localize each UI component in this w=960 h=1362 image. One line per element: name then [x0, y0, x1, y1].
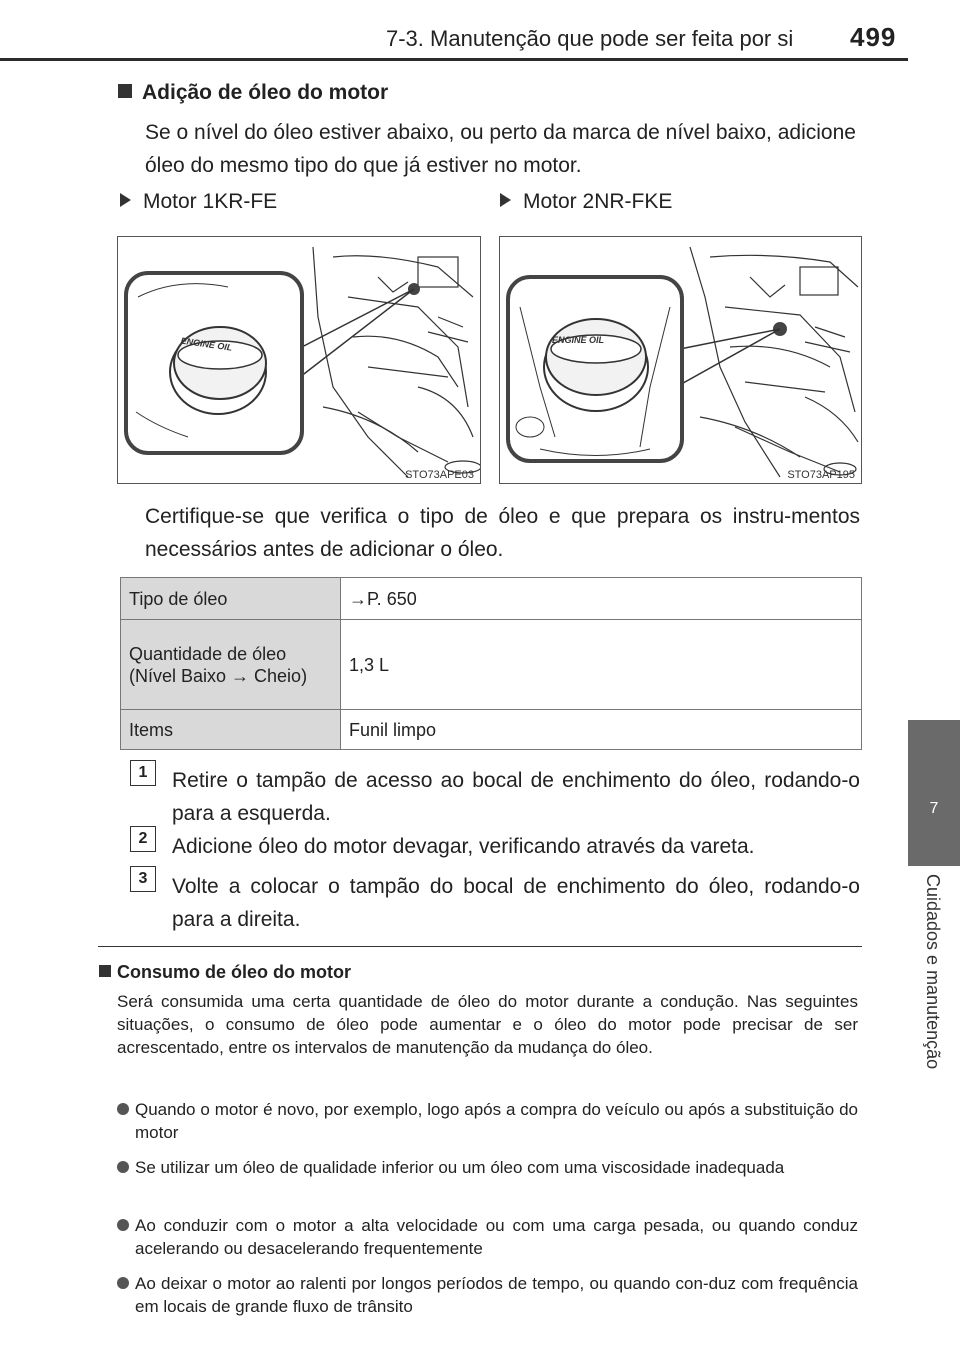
chapter-title: Cuidados e manutenção — [923, 874, 943, 1070]
table-value: →P. 650 — [341, 578, 862, 620]
table-value: 1,3 L — [341, 620, 862, 710]
chapter-tab — [908, 720, 960, 866]
figure-engine-1kr — [117, 236, 481, 484]
step-text: Volte a colocar o tampão do bocal de enchimento do óleo, rodando-o para a direita. — [172, 875, 860, 931]
page-header — [0, 0, 960, 62]
circle-bullet-icon — [117, 1103, 129, 1115]
table-key: Tipo de óleo — [121, 578, 341, 620]
triangle-bullet-icon — [120, 193, 131, 207]
triangle-bullet-icon — [500, 193, 511, 207]
figure-label-2 — [500, 190, 672, 214]
note-title-text: Consumo de óleo do motor — [117, 962, 351, 982]
list-item-text: Se utilizar um óleo de qualidade inferior ou um óleo com uma viscosidade inadequada — [135, 1158, 785, 1177]
step-text: Adicione óleo do motor devagar, verificando através da vareta. — [172, 835, 755, 858]
list-item-text: Ao deixar o motor ao ralenti por longos períodos de tempo, ou quando con-duz com frequência em locais de grande fluxo de trânsito — [135, 1274, 858, 1316]
engine-bay-illustration-1 — [118, 237, 481, 484]
list-item-text: Ao conduzir com o motor a alta velocidade ou com uma carga pesada, ou quando conduz acelerando ou desacelerando frequentemente — [135, 1216, 858, 1258]
running-header-title: 7-3. Manutenção que pode ser feita por si — [386, 26, 794, 51]
step-text: Retire o tampão de acesso ao bocal de enchimento do óleo, rodando-o para a esquerda. — [172, 769, 860, 825]
section-divider — [98, 946, 862, 947]
note-body: Será consumida uma certa quantidade de óleo do motor durante a condução. Nas seguintes situações, o consumo de óleo pode aumentar e o óleo do motor pode precisar de ser acrescentado, entre os intervalos de manutenção da mudança do óleo. — [117, 992, 858, 1057]
header-rule — [0, 58, 908, 61]
page-number: 499 — [850, 22, 897, 52]
cap-label-1: ENGINE OIL — [180, 335, 233, 353]
table-row — [121, 578, 862, 620]
table-key: Quantidade de óleo (Nível Baixo → Cheio) — [121, 620, 341, 710]
figure-label-2-text: Motor 2NR-FKE — [523, 190, 673, 213]
step-number: 2 — [130, 826, 156, 852]
step-number: 1 — [130, 760, 156, 786]
circle-bullet-icon — [117, 1161, 129, 1173]
figure-engine-2nr — [499, 236, 862, 484]
oil-spec-table — [120, 577, 862, 750]
step-number: 3 — [130, 866, 156, 892]
list-item-text: Quando o motor é novo, por exemplo, logo após a compra do veículo ou após a substituição do motor — [135, 1100, 858, 1142]
section-intro: Se o nível do óleo estiver abaixo, ou perto da marca de nível baixo, adicione óleo do mesmo tipo do que já estiver no motor. — [145, 121, 856, 177]
table-row — [121, 710, 862, 750]
engine-bay-illustration-2 — [500, 237, 862, 484]
chapter-number: 7 — [929, 800, 939, 817]
table-key: Items — [121, 710, 341, 750]
cap-label-2: ENGINE OIL — [552, 335, 605, 345]
table-row — [121, 620, 862, 710]
table-value: Funil limpo — [341, 710, 862, 750]
circle-bullet-icon — [117, 1219, 129, 1231]
circle-bullet-icon — [117, 1277, 129, 1289]
figure-label-1-text: Motor 1KR-FE — [143, 190, 278, 213]
square-bullet-icon — [118, 84, 132, 98]
section-title-text: Adição de óleo do motor — [142, 81, 389, 104]
chapter-title-vertical — [908, 866, 960, 1136]
preparation-note: Certifique-se que verifica o tipo de óleo e que prepara os instru-mentos necessários antes de adicionar o óleo. — [145, 505, 860, 561]
figure-code-1: STO73APE03 — [405, 469, 474, 481]
section-title — [118, 81, 388, 105]
note-title — [99, 962, 351, 983]
figure-label-1 — [120, 190, 277, 214]
square-bullet-icon — [99, 965, 111, 977]
figure-code-2: STO73AP195 — [787, 469, 855, 481]
